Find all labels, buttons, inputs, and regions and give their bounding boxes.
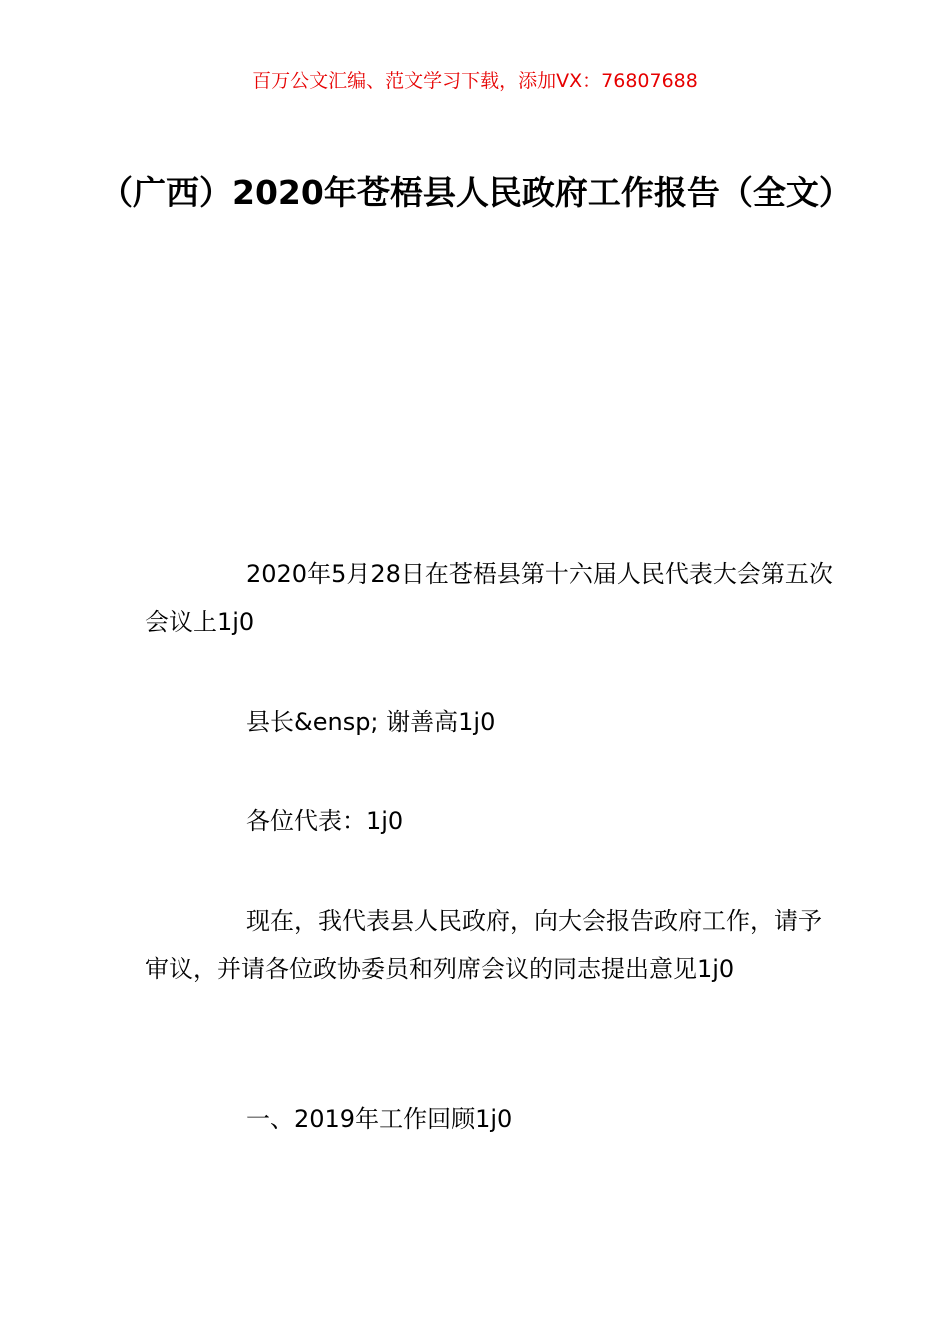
paragraph-salutation: 各位代表：1j0 (246, 807, 404, 835)
paragraph-opening: 现在，我代表县人民政府，向大会报告政府工作，请予审议，并请各位政协委员和列席会议的同志提出意见1j0 (145, 907, 822, 983)
section-heading-review: 一、2019年工作回顾1j0 (246, 1105, 513, 1133)
document-title: （广西）2020年苍梧县人民政府工作报告（全文） (100, 173, 852, 213)
paragraph-meeting-info: 2020年5月28日在苍梧县第十六届人民代表大会第五次会议上1j0 (145, 560, 833, 636)
paragraph-speaker: 县长&ensp; 谢善高1j0 (246, 708, 496, 736)
header-watermark-note: 百万公文汇编、范文学习下载，添加VX：76807688 (252, 70, 698, 92)
